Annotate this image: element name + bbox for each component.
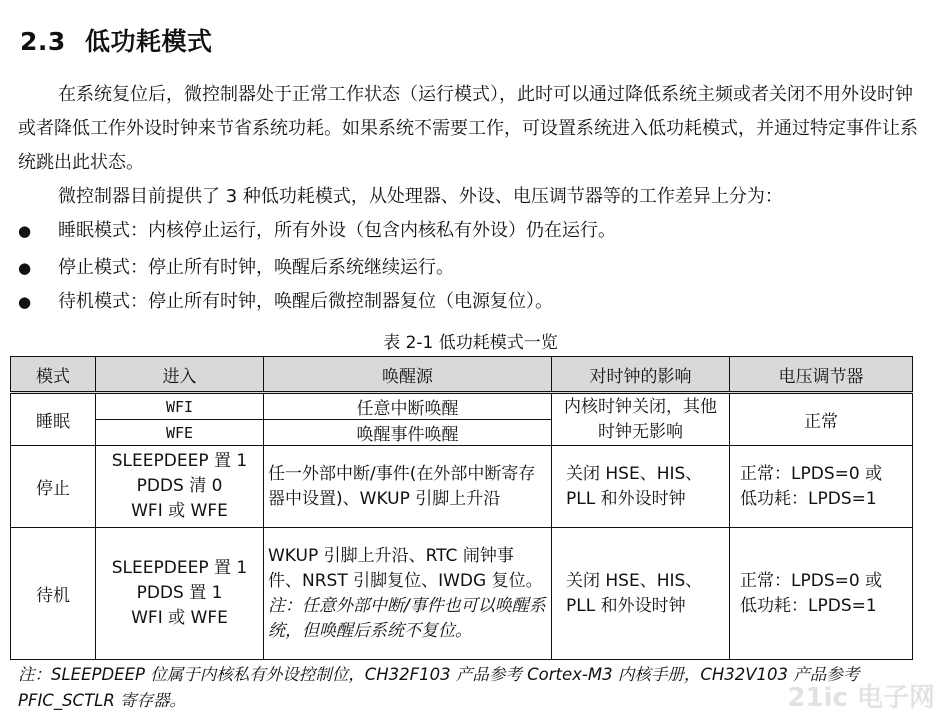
cell-mode-sleep: 睡眠 [11,393,96,446]
cell-entry-standby [96,528,264,660]
regulator-line: 正常：LPDS=0 或 [740,463,883,484]
table-caption: 表 2-1 低功耗模式一览 [383,333,558,353]
header-clock-effect: 对时钟的影响 [552,357,730,393]
cell-mode-stop: 停止 [11,446,96,528]
entry-line: WFI 或 WFE [131,608,228,628]
bullet-sleep-mode [18,214,616,248]
section-heading [20,22,213,58]
table-row-stop [11,446,913,528]
regulator-line: 低功耗：LPDS=1 [740,488,877,509]
header-mode: 模式 [11,357,96,393]
cell-clock-stop: 关闭 HSE、HIS、PLL 和外设时钟 [552,446,730,528]
cell-entry-stop [96,446,264,528]
cell-regulator-sleep: 正常 [730,393,913,446]
cell-clock-standby: 关闭 HSE、HIS、PLL 和外设时钟 [552,528,730,660]
footnote: 注：SLEEPDEEP 位属于内核私有外设控制位，CH32F103 产品参考 Cortex-M3 内核手册，CH32V103 产品参考 PFIC_SCTLR 寄存器。 [18,665,860,710]
cell-mode-standby: 待机 [11,528,96,660]
cell-regulator-standby [730,528,913,660]
regulator-line: 正常：LPDS=0 或 [740,570,883,591]
entry-line: SLEEPDEEP 置 1 [111,451,248,471]
entry-line: PDDS 置 1 [136,583,223,603]
table-header-row [11,357,913,393]
bullet-text: 睡眠模式：内核停止运行，所有外设（包含内核私有外设）仍在运行。 [58,220,616,241]
section-title: 低功耗模式 [85,27,213,56]
header-wake-source: 唤醒源 [264,357,552,393]
table-row-standby [11,528,913,660]
bullet-dot-icon: ● [18,259,32,277]
cell-entry-wfi: WFI [96,393,264,420]
regulator-line: 低功耗：LPDS=1 [740,595,877,616]
cell-regulator-stop [730,446,913,528]
header-entry: 进入 [96,357,264,393]
entry-line: WFI 或 WFE [131,501,228,521]
header-regulator: 电压调节器 [730,357,913,393]
low-power-modes-table [10,356,913,660]
wake-sources-text: WKUP 引脚上升沿、RTC 闹钟事件、NRST 引脚复位、IWDG 复位。 [268,545,543,591]
bullet-dot-icon: ● [18,293,32,311]
cell-entry-wfe: WFE [96,420,264,446]
watermark-logo: 21ic 电子网 [787,683,935,713]
cell-wake-standby [264,528,552,660]
section-number: 2.3 [20,27,66,56]
cell-clock-sleep: 内核时钟关闭，其他时钟无影响 [552,393,730,446]
cell-wake-stop: 任一外部中断/事件(在外部中断寄存器中设置)、WKUP 引脚上升沿 [264,446,552,528]
paragraph-intro: 在系统复位后，微控制器处于正常工作状态（运行模式），此时可以通过降低系统主频或者关闭不用外设时钟或者降低工作外设时钟来节省系统功耗。如果系统不需要工作，可设置系统进入低功耗模式，并通过特定事件让系统跳出此状态。 [18,84,918,173]
cell-wake-event: 唤醒事件唤醒 [264,420,552,446]
paragraph-modes-summary: 微控制器目前提供了 3 种低功耗模式，从处理器、外设、电压调节器等的工作差异上分为： [58,186,783,207]
entry-line: PDDS 清 0 [136,476,223,496]
cell-wake-any-interrupt: 任意中断唤醒 [264,393,552,420]
entry-line: SLEEPDEEP 置 1 [111,558,248,578]
table-row-sleep [11,393,913,420]
bullet-dot-icon: ● [18,222,32,240]
wake-note-text: 注：任意外部中断/事件也可以唤醒系统，但唤醒后系统不复位。 [268,595,546,641]
bullet-stop-mode [18,251,454,285]
bullet-text: 停止模式：停止所有时钟，唤醒后系统继续运行。 [58,257,454,278]
bullet-standby-mode [18,285,553,319]
bullet-text: 待机模式：停止所有时钟，唤醒后微控制器复位（电源复位）。 [58,291,553,312]
